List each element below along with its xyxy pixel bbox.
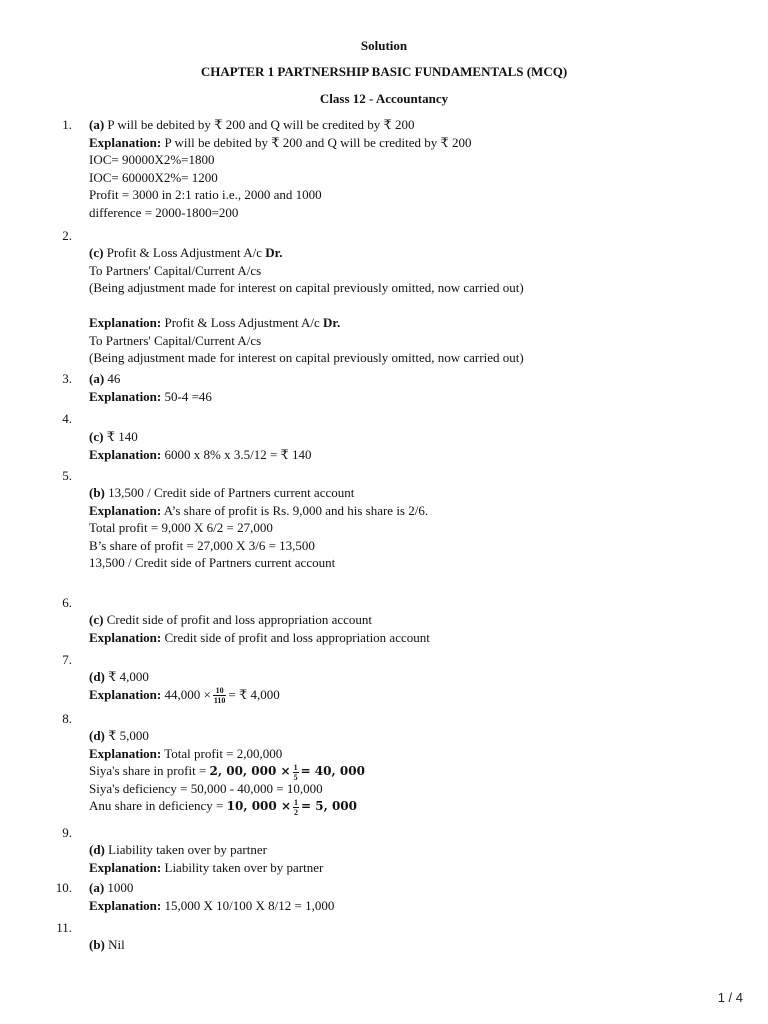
working-line: Total profit = 9,000 X 6/2 = 27,000 [89,520,273,535]
chapter-title: CHAPTER 1 PARTNERSHIP BASIC FUNDAMENTALS (MCQ) [200,64,568,79]
fraction-numerator: 1 [294,797,298,807]
answer-text: Credit side of profit and loss appropriation account [106,612,373,627]
question-number: 4. [62,411,72,426]
debit-label: Dr. [265,245,283,260]
answer-line [89,936,729,954]
explanation-label: Explanation: [89,388,162,404]
explanation-text: 50-4 =46 [164,388,212,404]
question-number: 2. [62,228,72,243]
option-label: (c) [89,612,104,627]
explanation-line [89,745,729,763]
answer-line: (Being adjustment made for interest on capital previously omitted, now carried out) [89,280,524,295]
working-line: (Being adjustment made for interest on capital previously omitted, now carried out) [89,350,524,365]
math-result: = 40, 000 [300,764,365,778]
question-number: 8. [62,711,72,726]
explanation-line [89,859,729,877]
working-line: Profit = 3000 in 2:1 ratio i.e., 2000 and 1000 [89,187,322,202]
answer-text: 1000 [107,880,134,895]
fraction [293,798,299,817]
explanation-line [89,686,729,704]
option-label: (c) [89,245,104,260]
explanation-label: Explanation: [89,629,162,645]
answer-text: ₹ 5,000 [108,728,149,743]
fraction-denominator: 110 [213,696,226,706]
answer-text: Profit & Loss Adjustment A/c [106,245,262,260]
explanation-text: 6000 x 8% x 3.5/12 = ₹ 140 [164,446,312,462]
answer-line [89,611,729,629]
question-number: 5. [62,468,72,483]
explanation-label: Explanation: [89,446,162,462]
explanation-result: = ₹ 4,000 [228,686,280,702]
explanation-label: Explanation: [89,686,162,702]
explanation-text: Total profit = 2,00,000 [164,745,283,761]
option-label: (b) [89,937,105,952]
question-number: 7. [62,652,72,667]
working-line: difference = 2000-1800=200 [89,204,239,220]
option-label: (a) [89,117,105,132]
explanation-label: Explanation: [89,315,162,330]
working-line: Siya's deficiency = 50,000 - 40,000 = 10,000 [89,780,323,796]
option-label: (b) [89,485,105,500]
explanation-text: 44,000 × [164,686,211,702]
answer-text: Liability taken over by partner [108,842,267,857]
answer-line [89,879,729,897]
math-result: = 5, 000 [301,799,357,813]
document-title: Solution [360,38,408,53]
explanation-line [89,134,729,152]
explanation-label: Explanation: [89,134,162,150]
explanation-text: A’s share of profit is Rs. 9,000 and his share is 2/6. [163,502,429,518]
explanation-line [89,446,729,464]
debit-label: Dr. [323,315,341,330]
question-number: 3. [62,371,72,386]
working-line [89,762,729,780]
explanation-text: 15,000 X 10/100 X 8/12 = 1,000 [164,897,335,913]
explanation-line [89,629,729,647]
option-label: (d) [89,669,105,684]
explanation-label: Explanation: [89,502,162,518]
answer-text: 13,500 / Credit side of Partners current account [108,485,355,500]
math-expression: 10, 000 × [226,799,291,813]
explanation-text: Liability taken over by partner [164,859,324,875]
working-line: IOC= 90000X2%=1800 [89,152,215,167]
answer-line [89,244,729,262]
explanation-text: Credit side of profit and loss appropriation account [164,629,430,645]
answer-line [89,428,729,446]
explanation-line [89,314,729,332]
explanation-line [89,502,729,520]
explanation-line [89,897,729,915]
fraction-numerator: 10 [213,686,227,696]
explanation-label: Explanation: [89,859,162,875]
answer-line [89,668,729,686]
fraction-numerator: 1 [293,762,298,772]
working-text: Siya's share in profit = [89,763,207,778]
question-number: 6. [62,595,72,610]
answer-text: P will be debited by ₹ 200 and Q will be credited by ₹ 200 [107,117,415,132]
explanation-text: Profit & Loss Adjustment A/c [164,315,320,330]
answer-line: To Partners' Capital/Current A/cs [89,262,262,278]
fraction [293,763,299,782]
answer-line [89,370,729,388]
explanation-line [89,388,729,406]
explanation-text: P will be debited by ₹ 200 and Q will be credited by ₹ 200 [164,134,472,150]
question-number: 10. [55,880,72,895]
working-text: Anu share in deficiency = [89,798,224,813]
answer-line [89,116,729,134]
working-line [89,797,729,815]
explanation-label: Explanation: [89,745,162,761]
math-expression: 2, 00, 000 × [209,764,291,778]
fraction-denominator: 2 [294,807,298,817]
fraction [213,686,227,705]
answer-text: ₹ 140 [106,429,138,444]
fraction-denominator: 5 [293,772,298,782]
page-indicator: 1 / 4 [717,990,743,1005]
working-line: 13,500 / Credit side of Partners current account [89,555,336,570]
option-label: (d) [89,728,105,743]
answer-line [89,841,729,859]
option-label: (a) [89,371,105,386]
answer-line [89,484,729,502]
answer-line [89,727,729,745]
answer-text: 46 [107,371,121,386]
working-line: IOC= 60000X2%= 1200 [89,169,218,185]
working-line: To Partners' Capital/Current A/cs [89,332,262,348]
answer-text: ₹ 4,000 [108,669,149,684]
explanation-label: Explanation: [89,897,162,913]
class-subtitle: Class 12 - Accountancy [319,91,449,106]
working-line: B’s share of profit = 27,000 X 3/6 = 13,500 [89,537,315,553]
option-label: (d) [89,842,105,857]
option-label: (a) [89,880,105,895]
answer-text: Nil [108,937,125,952]
question-number: 1. [62,117,72,132]
question-number: 11. [56,920,72,935]
option-label: (c) [89,429,104,444]
question-number: 9. [62,825,72,840]
